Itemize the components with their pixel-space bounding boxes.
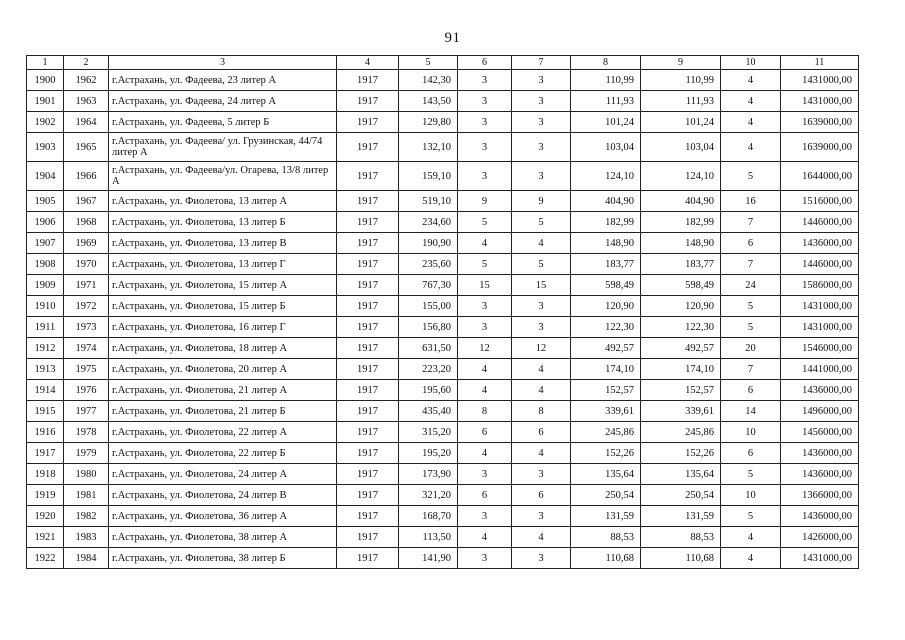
cell-col-8: 598,49 xyxy=(571,275,641,296)
cell-col-8: 148,90 xyxy=(571,233,641,254)
cell-index: 1913 xyxy=(27,359,64,380)
cell-year: 1917 xyxy=(337,506,399,527)
cell-number: 1977 xyxy=(64,401,109,422)
cell-address: г.Астрахань, ул. Фадеева, 5 литер Б xyxy=(109,112,337,133)
cell-col-9: 245,86 xyxy=(641,422,721,443)
column-header-7: 7 xyxy=(512,56,571,70)
cell-col-7: 3 xyxy=(512,162,571,191)
page-number: 91 xyxy=(444,30,461,46)
cell-col-10: 5 xyxy=(721,162,781,191)
cell-col-9: 152,26 xyxy=(641,443,721,464)
cell-cost: 1436000,00 xyxy=(781,233,859,254)
cell-col-9: 492,57 xyxy=(641,338,721,359)
cell-number: 1978 xyxy=(64,422,109,443)
cell-col-9: 124,10 xyxy=(641,162,721,191)
cell-col-7: 3 xyxy=(512,91,571,112)
cell-number: 1970 xyxy=(64,254,109,275)
cell-col-7: 3 xyxy=(512,548,571,569)
cell-col-7: 5 xyxy=(512,254,571,275)
table-row xyxy=(27,133,859,162)
cell-cost: 1431000,00 xyxy=(781,70,859,91)
cell-index: 1903 xyxy=(27,133,64,162)
cell-address: г.Астрахань, ул. Фиолетова, 13 литер Б xyxy=(109,212,337,233)
cell-col-8: 492,57 xyxy=(571,338,641,359)
cell-col-10: 14 xyxy=(721,401,781,422)
cell-col-7: 3 xyxy=(512,506,571,527)
table-row xyxy=(27,254,859,275)
cell-col-6: 15 xyxy=(458,275,512,296)
cell-col-9: 148,90 xyxy=(641,233,721,254)
cell-area: 141,90 xyxy=(399,548,458,569)
cell-address: г.Астрахань, ул. Фиолетова, 24 литер А xyxy=(109,464,337,485)
cell-col-8: 122,30 xyxy=(571,317,641,338)
cell-col-6: 3 xyxy=(458,506,512,527)
cell-cost: 1446000,00 xyxy=(781,254,859,275)
cell-area: 195,20 xyxy=(399,443,458,464)
cell-number: 1982 xyxy=(64,506,109,527)
cell-col-9: 598,49 xyxy=(641,275,721,296)
cell-col-6: 5 xyxy=(458,254,512,275)
cell-cost: 1436000,00 xyxy=(781,464,859,485)
cell-index: 1920 xyxy=(27,506,64,527)
cell-year: 1917 xyxy=(337,422,399,443)
cell-address: г.Астрахань, ул. Фиолетова, 21 литер А xyxy=(109,380,337,401)
table-row xyxy=(27,70,859,91)
cell-year: 1917 xyxy=(337,133,399,162)
cell-address: г.Астрахань, ул. Фиолетова, 21 литер Б xyxy=(109,401,337,422)
cell-area: 113,50 xyxy=(399,527,458,548)
cell-cost: 1436000,00 xyxy=(781,443,859,464)
cell-index: 1902 xyxy=(27,112,64,133)
cell-col-8: 182,99 xyxy=(571,212,641,233)
cell-number: 1964 xyxy=(64,112,109,133)
cell-address: г.Астрахань, ул. Фиолетова, 24 литер В xyxy=(109,485,337,506)
cell-year: 1917 xyxy=(337,317,399,338)
cell-col-8: 88,53 xyxy=(571,527,641,548)
cell-year: 1917 xyxy=(337,338,399,359)
cell-area: 321,20 xyxy=(399,485,458,506)
cell-address: г.Астрахань, ул. Фиолетова, 18 литер А xyxy=(109,338,337,359)
cell-col-8: 245,86 xyxy=(571,422,641,443)
cell-col-8: 152,57 xyxy=(571,380,641,401)
cell-number: 1984 xyxy=(64,548,109,569)
cell-col-6: 3 xyxy=(458,464,512,485)
cell-number: 1980 xyxy=(64,464,109,485)
table-row xyxy=(27,338,859,359)
cell-cost: 1431000,00 xyxy=(781,91,859,112)
cell-area: 435,40 xyxy=(399,401,458,422)
cell-col-10: 7 xyxy=(721,254,781,275)
cell-number: 1981 xyxy=(64,485,109,506)
cell-number: 1962 xyxy=(64,70,109,91)
cell-col-8: 103,04 xyxy=(571,133,641,162)
cell-col-10: 4 xyxy=(721,133,781,162)
table-row xyxy=(27,275,859,296)
cell-address: г.Астрахань, ул. Фиолетова, 15 литер А xyxy=(109,275,337,296)
cell-col-7: 5 xyxy=(512,212,571,233)
table-row xyxy=(27,91,859,112)
cell-area: 315,20 xyxy=(399,422,458,443)
cell-col-8: 110,68 xyxy=(571,548,641,569)
cell-year: 1917 xyxy=(337,443,399,464)
cell-col-6: 3 xyxy=(458,112,512,133)
cell-col-7: 4 xyxy=(512,380,571,401)
table-row xyxy=(27,112,859,133)
cell-area: 143,50 xyxy=(399,91,458,112)
cell-number: 1963 xyxy=(64,91,109,112)
cell-cost: 1516000,00 xyxy=(781,191,859,212)
cell-col-9: 183,77 xyxy=(641,254,721,275)
cell-address: г.Астрахань, ул. Фиолетова, 13 литер А xyxy=(109,191,337,212)
cell-address: г.Астрахань, ул. Фиолетова, 20 литер А xyxy=(109,359,337,380)
cell-col-9: 250,54 xyxy=(641,485,721,506)
column-header-3: 3 xyxy=(109,56,337,70)
cell-index: 1904 xyxy=(27,162,64,191)
cell-col-8: 174,10 xyxy=(571,359,641,380)
cell-col-9: 88,53 xyxy=(641,527,721,548)
cell-col-9: 339,61 xyxy=(641,401,721,422)
cell-area: 156,80 xyxy=(399,317,458,338)
cell-index: 1905 xyxy=(27,191,64,212)
table-row xyxy=(27,527,859,548)
cell-col-7: 6 xyxy=(512,422,571,443)
cell-number: 1969 xyxy=(64,233,109,254)
cell-col-9: 110,68 xyxy=(641,548,721,569)
cell-col-9: 182,99 xyxy=(641,212,721,233)
cell-col-6: 12 xyxy=(458,338,512,359)
cell-area: 168,70 xyxy=(399,506,458,527)
cell-year: 1917 xyxy=(337,485,399,506)
cell-col-6: 3 xyxy=(458,133,512,162)
cell-area: 234,60 xyxy=(399,212,458,233)
cell-area: 159,10 xyxy=(399,162,458,191)
cell-col-8: 124,10 xyxy=(571,162,641,191)
cell-col-7: 9 xyxy=(512,191,571,212)
cell-cost: 1366000,00 xyxy=(781,485,859,506)
cell-number: 1979 xyxy=(64,443,109,464)
cell-col-9: 174,10 xyxy=(641,359,721,380)
cell-col-6: 3 xyxy=(458,296,512,317)
table-body xyxy=(27,70,859,569)
cell-col-10: 5 xyxy=(721,296,781,317)
cell-col-7: 4 xyxy=(512,359,571,380)
column-header-4: 4 xyxy=(337,56,399,70)
column-header-2: 2 xyxy=(64,56,109,70)
table-row xyxy=(27,359,859,380)
cell-index: 1906 xyxy=(27,212,64,233)
cell-col-6: 4 xyxy=(458,359,512,380)
cell-address: г.Астрахань, ул. Фиолетова, 13 литер Г xyxy=(109,254,337,275)
cell-col-6: 3 xyxy=(458,317,512,338)
table-row xyxy=(27,485,859,506)
cell-col-9: 103,04 xyxy=(641,133,721,162)
cell-index: 1915 xyxy=(27,401,64,422)
cell-year: 1917 xyxy=(337,191,399,212)
cell-area: 155,00 xyxy=(399,296,458,317)
cell-col-10: 6 xyxy=(721,233,781,254)
column-header-9: 9 xyxy=(641,56,721,70)
cell-cost: 1436000,00 xyxy=(781,506,859,527)
housing-registry-table xyxy=(26,55,859,569)
cell-col-9: 152,57 xyxy=(641,380,721,401)
cell-cost: 1546000,00 xyxy=(781,338,859,359)
cell-year: 1917 xyxy=(337,359,399,380)
cell-col-10: 4 xyxy=(721,112,781,133)
cell-col-10: 5 xyxy=(721,506,781,527)
cell-year: 1917 xyxy=(337,464,399,485)
cell-col-10: 24 xyxy=(721,275,781,296)
cell-number: 1975 xyxy=(64,359,109,380)
table-row xyxy=(27,191,859,212)
table-row xyxy=(27,506,859,527)
cell-col-7: 3 xyxy=(512,133,571,162)
cell-index: 1918 xyxy=(27,464,64,485)
cell-col-10: 6 xyxy=(721,380,781,401)
cell-col-7: 15 xyxy=(512,275,571,296)
cell-col-7: 3 xyxy=(512,464,571,485)
cell-col-6: 6 xyxy=(458,485,512,506)
cell-col-7: 3 xyxy=(512,70,571,91)
cell-col-10: 20 xyxy=(721,338,781,359)
cell-address: г.Астрахань, ул. Фиолетова, 22 литер А xyxy=(109,422,337,443)
cell-col-10: 7 xyxy=(721,359,781,380)
column-header-10: 10 xyxy=(721,56,781,70)
cell-index: 1917 xyxy=(27,443,64,464)
cell-col-6: 9 xyxy=(458,191,512,212)
cell-number: 1974 xyxy=(64,338,109,359)
cell-col-6: 4 xyxy=(458,380,512,401)
cell-col-10: 5 xyxy=(721,317,781,338)
cell-cost: 1426000,00 xyxy=(781,527,859,548)
cell-col-10: 10 xyxy=(721,485,781,506)
cell-area: 631,50 xyxy=(399,338,458,359)
cell-cost: 1639000,00 xyxy=(781,133,859,162)
cell-col-10: 4 xyxy=(721,548,781,569)
cell-address: г.Астрахань, ул. Фиолетова, 36 литер А xyxy=(109,506,337,527)
cell-address: г.Астрахань, ул. Фиолетова, 13 литер В xyxy=(109,233,337,254)
table-row xyxy=(27,380,859,401)
cell-area: 173,90 xyxy=(399,464,458,485)
cell-number: 1983 xyxy=(64,527,109,548)
cell-col-7: 3 xyxy=(512,112,571,133)
cell-col-8: 111,93 xyxy=(571,91,641,112)
cell-address: г.Астрахань, ул. Фиолетова, 15 литер Б xyxy=(109,296,337,317)
cell-number: 1968 xyxy=(64,212,109,233)
cell-cost: 1456000,00 xyxy=(781,422,859,443)
cell-col-7: 4 xyxy=(512,443,571,464)
cell-col-10: 7 xyxy=(721,212,781,233)
cell-col-7: 3 xyxy=(512,296,571,317)
cell-index: 1909 xyxy=(27,275,64,296)
cell-col-10: 10 xyxy=(721,422,781,443)
table-row xyxy=(27,464,859,485)
table-row xyxy=(27,162,859,191)
cell-col-10: 6 xyxy=(721,443,781,464)
cell-col-6: 4 xyxy=(458,527,512,548)
cell-cost: 1586000,00 xyxy=(781,275,859,296)
cell-index: 1916 xyxy=(27,422,64,443)
cell-area: 142,30 xyxy=(399,70,458,91)
table-row xyxy=(27,212,859,233)
cell-index: 1900 xyxy=(27,70,64,91)
cell-area: 129,80 xyxy=(399,112,458,133)
cell-year: 1917 xyxy=(337,275,399,296)
cell-area: 195,60 xyxy=(399,380,458,401)
cell-number: 1973 xyxy=(64,317,109,338)
cell-col-9: 122,30 xyxy=(641,317,721,338)
cell-col-9: 101,24 xyxy=(641,112,721,133)
cell-col-6: 3 xyxy=(458,91,512,112)
column-header-11: 11 xyxy=(781,56,859,70)
cell-col-8: 339,61 xyxy=(571,401,641,422)
cell-number: 1972 xyxy=(64,296,109,317)
cell-area: 132,10 xyxy=(399,133,458,162)
cell-col-6: 4 xyxy=(458,233,512,254)
cell-address: г.Астрахань, ул. Фиолетова, 16 литер Г xyxy=(109,317,337,338)
cell-col-10: 4 xyxy=(721,70,781,91)
header-row xyxy=(27,56,859,70)
column-header-6: 6 xyxy=(458,56,512,70)
cell-number: 1971 xyxy=(64,275,109,296)
cell-col-7: 3 xyxy=(512,317,571,338)
cell-area: 519,10 xyxy=(399,191,458,212)
cell-col-8: 110,99 xyxy=(571,70,641,91)
cell-year: 1917 xyxy=(337,162,399,191)
cell-col-6: 3 xyxy=(458,548,512,569)
cell-index: 1911 xyxy=(27,317,64,338)
cell-col-9: 131,59 xyxy=(641,506,721,527)
cell-col-9: 110,99 xyxy=(641,70,721,91)
cell-index: 1921 xyxy=(27,527,64,548)
table-row xyxy=(27,548,859,569)
cell-area: 223,20 xyxy=(399,359,458,380)
cell-col-7: 12 xyxy=(512,338,571,359)
column-header-5: 5 xyxy=(399,56,458,70)
cell-index: 1910 xyxy=(27,296,64,317)
column-header-8: 8 xyxy=(571,56,641,70)
cell-address: г.Астрахань, ул. Фадеева, 24 литер А xyxy=(109,91,337,112)
cell-cost: 1639000,00 xyxy=(781,112,859,133)
cell-col-8: 183,77 xyxy=(571,254,641,275)
cell-year: 1917 xyxy=(337,233,399,254)
table-row xyxy=(27,317,859,338)
cell-col-9: 120,90 xyxy=(641,296,721,317)
cell-col-6: 3 xyxy=(458,70,512,91)
cell-index: 1922 xyxy=(27,548,64,569)
cell-area: 190,90 xyxy=(399,233,458,254)
cell-year: 1917 xyxy=(337,112,399,133)
cell-col-9: 111,93 xyxy=(641,91,721,112)
cell-col-6: 3 xyxy=(458,162,512,191)
cell-col-10: 4 xyxy=(721,91,781,112)
cell-number: 1967 xyxy=(64,191,109,212)
cell-year: 1917 xyxy=(337,70,399,91)
cell-col-8: 404,90 xyxy=(571,191,641,212)
table-row xyxy=(27,422,859,443)
cell-number: 1966 xyxy=(64,162,109,191)
cell-year: 1917 xyxy=(337,296,399,317)
cell-cost: 1441000,00 xyxy=(781,359,859,380)
column-header-1: 1 xyxy=(27,56,64,70)
cell-year: 1917 xyxy=(337,91,399,112)
cell-col-10: 16 xyxy=(721,191,781,212)
cell-col-8: 101,24 xyxy=(571,112,641,133)
cell-col-7: 4 xyxy=(512,527,571,548)
cell-col-8: 120,90 xyxy=(571,296,641,317)
cell-index: 1908 xyxy=(27,254,64,275)
cell-col-7: 4 xyxy=(512,233,571,254)
cell-address: г.Астрахань, ул. Фиолетова, 38 литер А xyxy=(109,527,337,548)
table-row xyxy=(27,443,859,464)
cell-col-7: 8 xyxy=(512,401,571,422)
cell-col-8: 131,59 xyxy=(571,506,641,527)
cell-col-9: 135,64 xyxy=(641,464,721,485)
cell-col-10: 5 xyxy=(721,464,781,485)
cell-cost: 1431000,00 xyxy=(781,296,859,317)
cell-area: 235,60 xyxy=(399,254,458,275)
cell-index: 1901 xyxy=(27,91,64,112)
table-header xyxy=(27,56,859,70)
cell-index: 1912 xyxy=(27,338,64,359)
cell-year: 1917 xyxy=(337,254,399,275)
cell-address: г.Астрахань, ул. Фадеева, 23 литер А xyxy=(109,70,337,91)
cell-col-6: 5 xyxy=(458,212,512,233)
cell-col-10: 4 xyxy=(721,527,781,548)
table-row xyxy=(27,296,859,317)
cell-index: 1919 xyxy=(27,485,64,506)
table-row xyxy=(27,401,859,422)
cell-cost: 1446000,00 xyxy=(781,212,859,233)
cell-cost: 1431000,00 xyxy=(781,548,859,569)
cell-address: г.Астрахань, ул. Фиолетова, 22 литер Б xyxy=(109,443,337,464)
cell-year: 1917 xyxy=(337,527,399,548)
cell-address: г.Астрахань, ул. Фадеева/ул. Огарева, 13/8 литер А xyxy=(109,162,337,191)
cell-col-6: 6 xyxy=(458,422,512,443)
cell-year: 1917 xyxy=(337,548,399,569)
cell-year: 1917 xyxy=(337,401,399,422)
cell-number: 1965 xyxy=(64,133,109,162)
cell-col-9: 404,90 xyxy=(641,191,721,212)
cell-col-8: 250,54 xyxy=(571,485,641,506)
cell-cost: 1644000,00 xyxy=(781,162,859,191)
cell-year: 1917 xyxy=(337,212,399,233)
cell-cost: 1496000,00 xyxy=(781,401,859,422)
cell-index: 1907 xyxy=(27,233,64,254)
cell-number: 1976 xyxy=(64,380,109,401)
cell-address: г.Астрахань, ул. Фиолетова, 38 литер Б xyxy=(109,548,337,569)
cell-col-8: 135,64 xyxy=(571,464,641,485)
cell-area: 767,30 xyxy=(399,275,458,296)
cell-col-6: 8 xyxy=(458,401,512,422)
cell-cost: 1431000,00 xyxy=(781,317,859,338)
table-row xyxy=(27,233,859,254)
cell-cost: 1436000,00 xyxy=(781,380,859,401)
cell-address: г.Астрахань, ул. Фадеева/ ул. Грузинская, 44/74 литер А xyxy=(109,133,337,162)
cell-index: 1914 xyxy=(27,380,64,401)
cell-year: 1917 xyxy=(337,380,399,401)
cell-col-6: 4 xyxy=(458,443,512,464)
cell-col-8: 152,26 xyxy=(571,443,641,464)
cell-col-7: 6 xyxy=(512,485,571,506)
